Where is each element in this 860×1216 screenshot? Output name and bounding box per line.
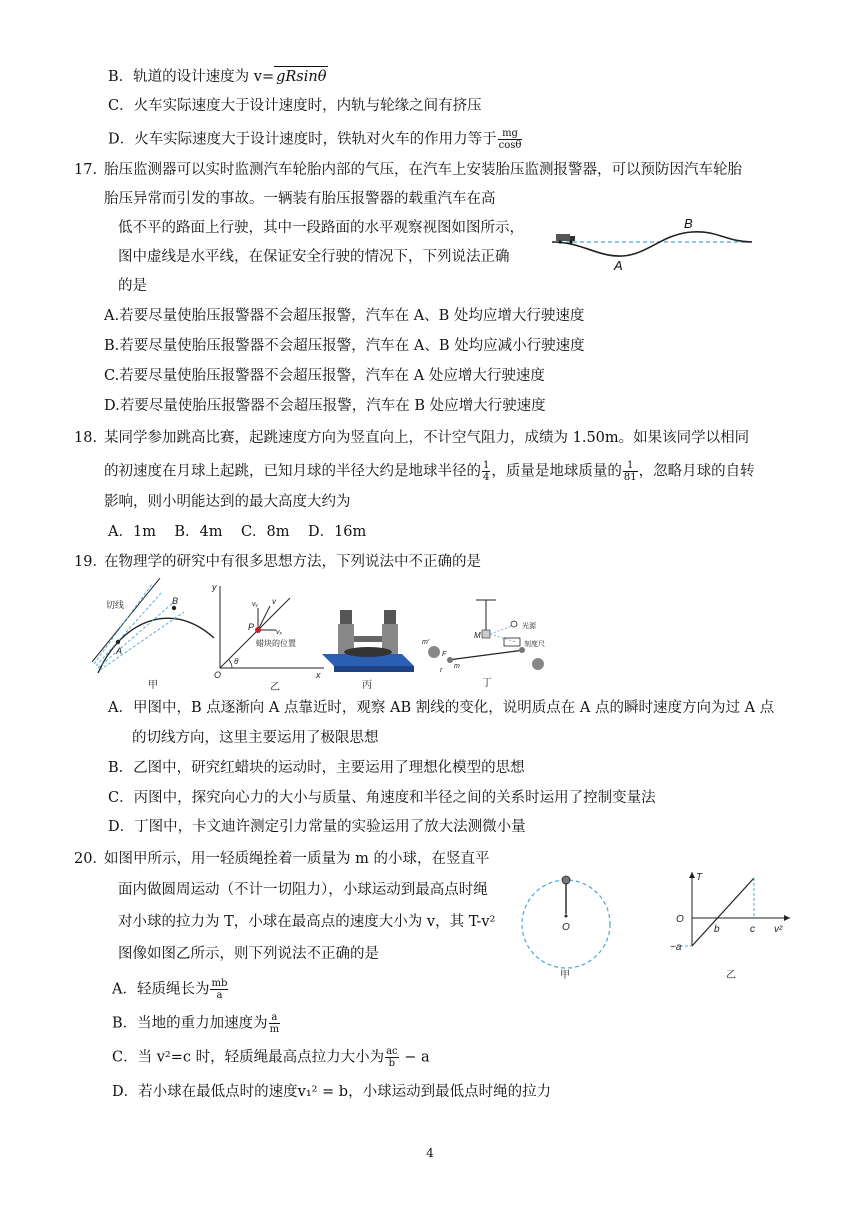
q20-line1: 如图甲所示，用一轻质绳拴着一质量为 m 的小球，在竖直平 <box>104 851 490 867</box>
svg-text:乙: 乙 <box>270 682 280 692</box>
q20-line4: 图像如图乙所示，则下列说法不正确的是 <box>118 946 379 962</box>
q17-option-d: D.若要尽量使胎压报警器不会超压报警，汽车在 B 处应增大行驶速度 <box>104 398 546 414</box>
q17-line1: 胎压监测器可以实时监测汽车轮胎内部的气压，在汽车上安装胎压监测报警器，可以预防因汽车轮胎 <box>104 162 742 178</box>
svg-text:−a: −a <box>670 942 682 953</box>
q19-figure-jia <box>90 578 220 690</box>
q20-option-c: C．当 v²=c 时，轻质绳最高点拉力大小为 $\frac{ac}{b}$ − a <box>112 1046 430 1069</box>
svg-text:m′: m′ <box>422 639 430 646</box>
q17-line3: 低不平的路面上行驶，其中一段路面的水平观察视图如图所示， <box>118 220 524 236</box>
svg-text:丙: 丙 <box>362 680 372 691</box>
q20-number: 20． <box>74 851 107 867</box>
q20-figure-jia <box>518 868 614 980</box>
q19-stem: 在物理学的研究中有很多思想方法，下列说法中不正确的是 <box>104 554 481 570</box>
page-number: 4 <box>426 1146 434 1160</box>
label-b: B <box>684 216 693 231</box>
svg-text:x: x <box>316 670 321 680</box>
svg-text:c: c <box>750 924 755 935</box>
q19-figure-yi <box>210 580 328 692</box>
svg-text:O: O <box>214 670 222 680</box>
q18-number: 18． <box>74 430 107 446</box>
q17-line5: 的是 <box>118 278 147 294</box>
svg-text:y: y <box>212 582 217 592</box>
q20-line2: 面内做圆周运动（不计一切阻力），小球运动到最高点时绳 <box>118 882 488 898</box>
svg-text:T: T <box>696 872 703 883</box>
q16-option-d: D．火车实际速度大于设计速度时，铁轨对火车的作用力等于 $\frac{mg}{\cos\theta}$ <box>108 128 522 151</box>
q17-road-figure <box>552 212 752 272</box>
q18-line1: 某同学参加跳高比赛，起跳速度方向为竖直向上，不计空气阻力，成绩为 1.50m。如果该同学以相同 <box>104 430 750 446</box>
truck-icon <box>556 234 575 244</box>
svg-text:A: A <box>116 646 123 656</box>
svg-text:θ: θ <box>234 657 239 666</box>
svg-text:vᵧ: vᵧ <box>252 601 259 608</box>
svg-text:乙: 乙 <box>726 970 736 981</box>
svg-text:甲: 甲 <box>148 680 158 690</box>
svg-text:光源: 光源 <box>522 623 536 630</box>
q19-option-a-line1: A．甲图中，B 点逐渐向 A 点靠近时，观察 AB 割线的变化，说明质点在 A 点的瞬时速度方向为过 A 点 <box>108 700 775 716</box>
q20-option-b: B．当地的重力加速度为 $\frac{a}{m}$ <box>112 1012 280 1035</box>
q19-figure-bing <box>318 596 418 692</box>
svg-text:v: v <box>272 597 276 606</box>
q20-option-d: D．若小球在最低点时的速度v₁² = b，小球运动到最低点时绳的拉力 <box>112 1084 552 1100</box>
svg-text:O: O <box>562 922 570 933</box>
q17-line2: 胎压异常而引发的事故。一辆装有胎压报警器的载重汽车在高 <box>104 191 496 207</box>
q19-figure-ding <box>420 594 570 690</box>
q17-option-c: C.若要尽量使胎压报警器不会超压报警，汽车在 A 处应增大行驶速度 <box>104 368 545 384</box>
svg-text:vₓ: vₓ <box>276 629 283 636</box>
q20-line3: 对小球的拉力为 T，小球在最高点的速度大小为 v，其 T-v² <box>118 914 496 930</box>
q19-option-b: B．乙图中，研究红蜡块的运动时，主要运用了理想化模型的思想 <box>108 760 525 776</box>
svg-text:M: M <box>474 631 481 640</box>
svg-text:刻度尺: 刻度尺 <box>524 641 545 648</box>
q16-option-b: B．轨道的设计速度为 v= gRsinθ <box>108 66 328 87</box>
svg-text:P: P <box>248 622 255 632</box>
svg-text:v²: v² <box>774 924 783 935</box>
q19-option-a-line2: 的切线方向，这里主要运用了极限思想 <box>132 730 379 746</box>
q17-line4: 图中虚线是水平线，在保证安全行驶的情况下，下列说法正确 <box>118 249 510 265</box>
label-a: A <box>614 258 623 272</box>
svg-text:b: b <box>714 924 720 935</box>
svg-text:甲: 甲 <box>560 970 570 980</box>
q17-option-b: B.若要尽量使胎压报警器不会超压报警，汽车在 A、B 处均应减小行驶速度 <box>104 338 585 354</box>
svg-text:蜡块的位置: 蜡块的位置 <box>256 639 296 648</box>
q17-number: 17. <box>74 162 98 178</box>
q18-line3: 影响，则小明能达到的最大高度大约为 <box>104 494 351 510</box>
q19-number: 19． <box>74 554 107 570</box>
svg-text:切线: 切线 <box>106 600 125 610</box>
q16-option-c: C．火车实际速度大于设计速度时，内轨与轮缘之间有挤压 <box>108 98 482 114</box>
svg-text:B: B <box>172 596 179 606</box>
q17-option-a: A.若要尽量使胎压报警器不会超压报警，汽车在 A、B 处均应增大行驶速度 <box>104 308 585 324</box>
q18-options: A．1m B．4m C．8m D．16m <box>108 524 367 540</box>
q19-option-c: C．丙图中，探究向心力的大小与质量、角速度和半径之间的关系时运用了控制变量法 <box>108 790 656 806</box>
svg-text:m: m <box>454 663 460 670</box>
svg-text:r: r <box>440 667 443 674</box>
q18-line2: 的初速度在月球上起跳，已知月球的半径大约是地球半径的 $\frac{1}{4}$ ，质量是地球质量的 $\frac{1}{81}$ ，忽略月球的自转 <box>104 460 755 483</box>
svg-text:F: F <box>442 651 447 658</box>
svg-text:O: O <box>676 914 684 925</box>
q19-option-d: D．丁图中，卡文迪许测定引力常量的实验运用了放大法测微小量 <box>108 819 526 835</box>
svg-text:丁: 丁 <box>482 678 492 689</box>
q20-figure-yi <box>670 866 798 982</box>
q20-option-a: A．轻质绳长为 $\frac{mb}{a}$ <box>112 978 228 1001</box>
